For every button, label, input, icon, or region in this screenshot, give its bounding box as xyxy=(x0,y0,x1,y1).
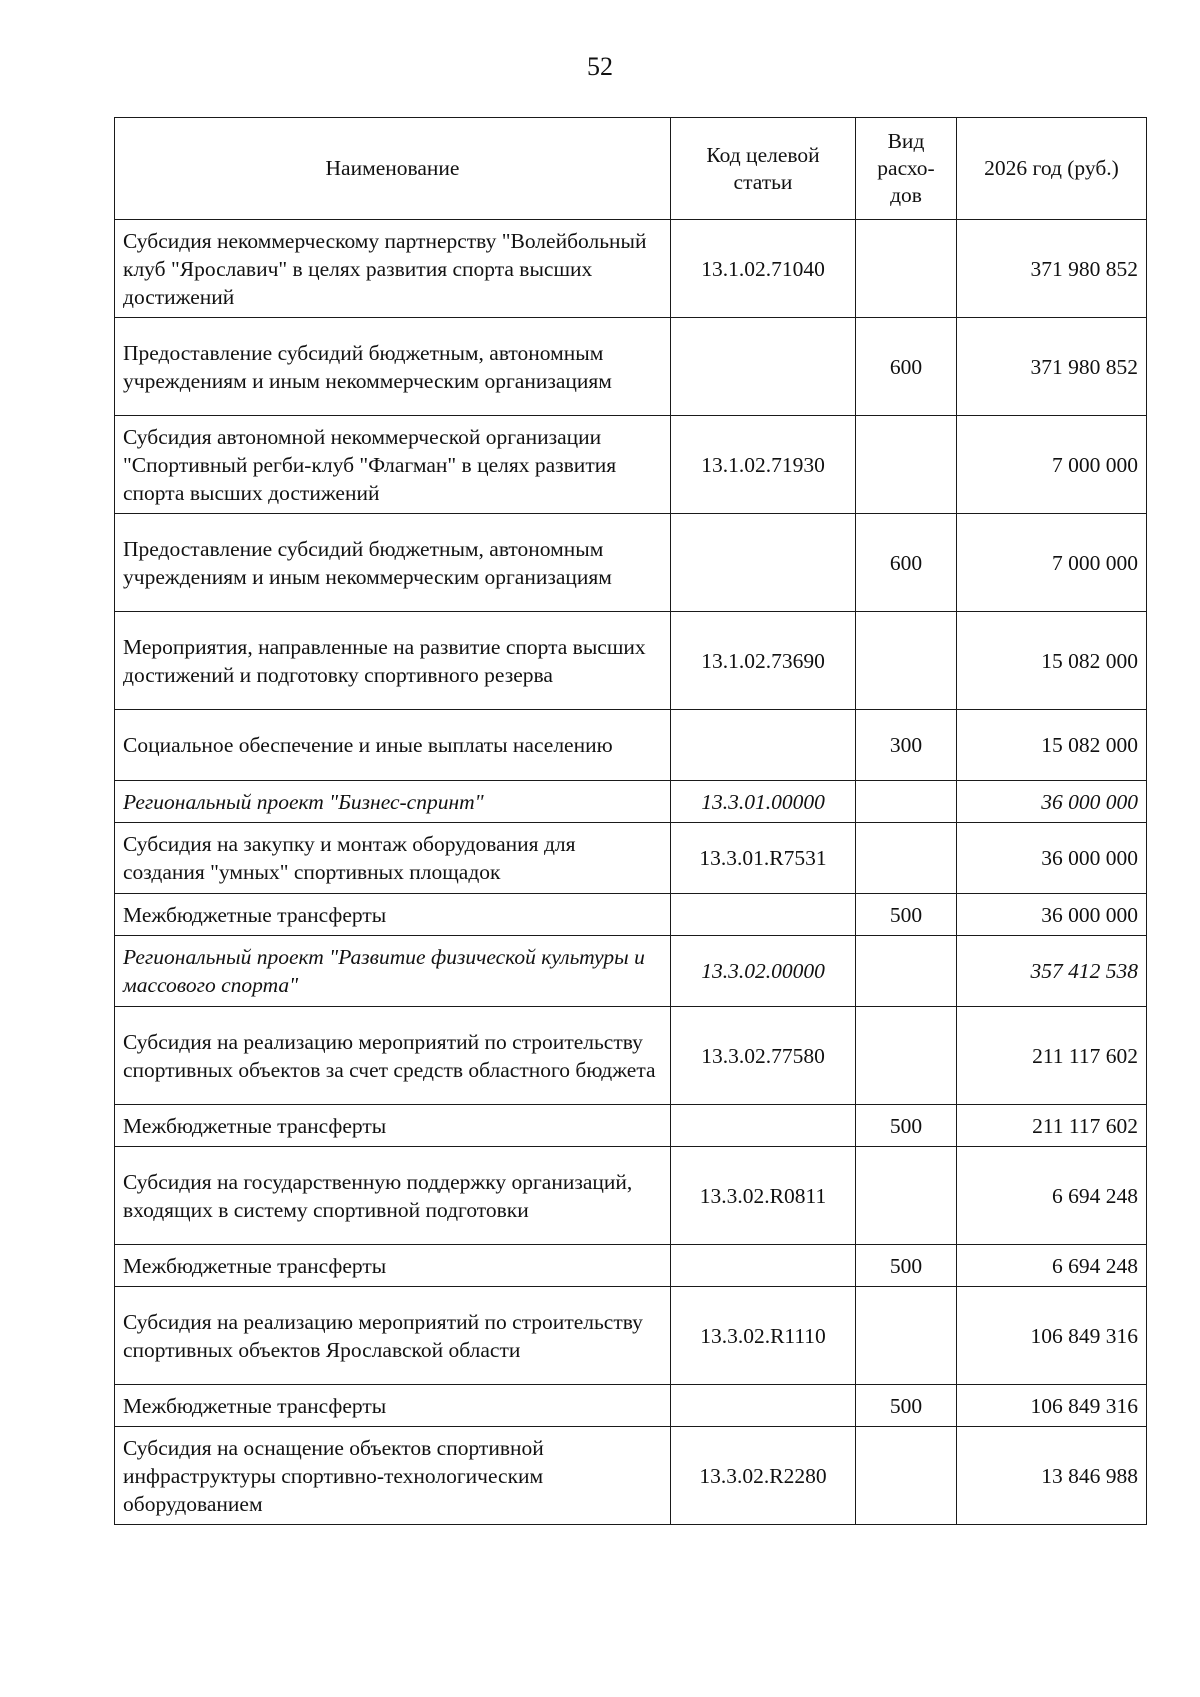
cell-sum: 7 000 000 xyxy=(957,514,1147,612)
cell-name: Субсидия на государственную поддержку организаций, входящих в систему спортивной подготовки xyxy=(115,1147,671,1245)
cell-name: Региональный проект "Развитие физической культуры и массового спорта" xyxy=(115,936,671,1007)
cell-sum: 36 000 000 xyxy=(957,894,1147,936)
cell-sum: 6 694 248 xyxy=(957,1147,1147,1245)
cell-sum: 371 980 852 xyxy=(957,318,1147,416)
cell-sum: 371 980 852 xyxy=(957,220,1147,318)
cell-sum: 6 694 248 xyxy=(957,1245,1147,1287)
table-row xyxy=(115,318,1147,416)
cell-code xyxy=(671,1245,856,1287)
cell-kind: 300 xyxy=(856,710,957,781)
cell-name: Субсидия на оснащение объектов спортивной инфраструктуры спортивно-технологическим оборудованием xyxy=(115,1427,671,1525)
cell-name: Межбюджетные трансферты xyxy=(115,1385,671,1427)
header-name: Наименование xyxy=(115,118,671,220)
cell-code: 13.1.02.71930 xyxy=(671,416,856,514)
cell-name: Субсидия на закупку и монтаж оборудования для создания "умных" спортивных площадок xyxy=(115,823,671,894)
cell-sum: 357 412 538 xyxy=(957,936,1147,1007)
cell-kind xyxy=(856,936,957,1007)
table-row-project xyxy=(115,936,1147,1007)
table-row xyxy=(115,823,1147,894)
table-row xyxy=(115,1007,1147,1105)
cell-name: Социальное обеспечение и иные выплаты населению xyxy=(115,710,671,781)
cell-kind: 500 xyxy=(856,1385,957,1427)
cell-code: 13.3.02.R2280 xyxy=(671,1427,856,1525)
header-kind: Вид расхо- дов xyxy=(856,118,957,220)
cell-name: Межбюджетные трансферты xyxy=(115,894,671,936)
cell-sum: 15 082 000 xyxy=(957,710,1147,781)
cell-sum: 15 082 000 xyxy=(957,612,1147,710)
cell-kind: 500 xyxy=(856,1105,957,1147)
table-row xyxy=(115,1245,1147,1287)
cell-sum: 13 846 988 xyxy=(957,1427,1147,1525)
table-row xyxy=(115,1147,1147,1245)
cell-code xyxy=(671,514,856,612)
cell-code: 13.1.02.73690 xyxy=(671,612,856,710)
cell-kind xyxy=(856,823,957,894)
cell-code: 13.3.02.R1110 xyxy=(671,1287,856,1385)
table-row-project xyxy=(115,781,1147,823)
cell-kind xyxy=(856,1007,957,1105)
cell-name: Субсидия на реализацию мероприятий по строительству спортивных объектов Ярославской области xyxy=(115,1287,671,1385)
cell-name: Мероприятия, направленные на развитие спорта высших достижений и подготовку спортивного резерва xyxy=(115,612,671,710)
cell-kind xyxy=(856,416,957,514)
cell-code: 13.3.01.R7531 xyxy=(671,823,856,894)
cell-sum: 7 000 000 xyxy=(957,416,1147,514)
budget-table xyxy=(114,117,1147,1525)
cell-name: Межбюджетные трансферты xyxy=(115,1105,671,1147)
cell-kind xyxy=(856,781,957,823)
cell-kind xyxy=(856,1287,957,1385)
table-row xyxy=(115,1105,1147,1147)
cell-sum: 211 117 602 xyxy=(957,1007,1147,1105)
cell-kind xyxy=(856,220,957,318)
cell-kind: 500 xyxy=(856,894,957,936)
table-row xyxy=(115,894,1147,936)
cell-kind xyxy=(856,612,957,710)
cell-sum: 36 000 000 xyxy=(957,823,1147,894)
cell-code xyxy=(671,318,856,416)
cell-kind: 600 xyxy=(856,514,957,612)
cell-kind: 600 xyxy=(856,318,957,416)
table-row xyxy=(115,612,1147,710)
cell-name: Субсидия на реализацию мероприятий по строительству спортивных объектов за счет средств областного бюджета xyxy=(115,1007,671,1105)
cell-code: 13.3.02.00000 xyxy=(671,936,856,1007)
cell-name: Предоставление субсидий бюджетным, автономным учреждениям и иным некоммерческим организациям xyxy=(115,514,671,612)
cell-name: Субсидия некоммерческому партнерству "Волейбольный клуб "Ярославич" в целях развития спорта высших достижений xyxy=(115,220,671,318)
cell-code: 13.3.02.77580 xyxy=(671,1007,856,1105)
table-row xyxy=(115,1427,1147,1525)
cell-code xyxy=(671,894,856,936)
cell-name: Межбюджетные трансферты xyxy=(115,1245,671,1287)
cell-name: Субсидия автономной некоммерческой организации "Спортивный регби-клуб "Флагман" в целях развития спорта высших достижений xyxy=(115,416,671,514)
cell-sum: 106 849 316 xyxy=(957,1287,1147,1385)
cell-code: 13.1.02.71040 xyxy=(671,220,856,318)
cell-sum: 211 117 602 xyxy=(957,1105,1147,1147)
cell-code: 13.3.02.R0811 xyxy=(671,1147,856,1245)
cell-sum: 106 849 316 xyxy=(957,1385,1147,1427)
cell-code xyxy=(671,710,856,781)
table-row xyxy=(115,416,1147,514)
cell-code xyxy=(671,1105,856,1147)
cell-sum: 36 000 000 xyxy=(957,781,1147,823)
cell-code xyxy=(671,1385,856,1427)
cell-kind xyxy=(856,1427,957,1525)
table-row xyxy=(115,220,1147,318)
table-row xyxy=(115,710,1147,781)
cell-kind xyxy=(856,1147,957,1245)
table-header-row xyxy=(115,118,1147,220)
table-row xyxy=(115,514,1147,612)
cell-kind: 500 xyxy=(856,1245,957,1287)
header-code: Код целевой статьи xyxy=(671,118,856,220)
header-sum: 2026 год (руб.) xyxy=(957,118,1147,220)
cell-name: Региональный проект "Бизнес-спринт" xyxy=(115,781,671,823)
cell-name: Предоставление субсидий бюджетным, автономным учреждениям и иным некоммерческим организациям xyxy=(115,318,671,416)
table-row xyxy=(115,1385,1147,1427)
page-number: 52 xyxy=(587,52,613,81)
cell-code: 13.3.01.00000 xyxy=(671,781,856,823)
table-row xyxy=(115,1287,1147,1385)
